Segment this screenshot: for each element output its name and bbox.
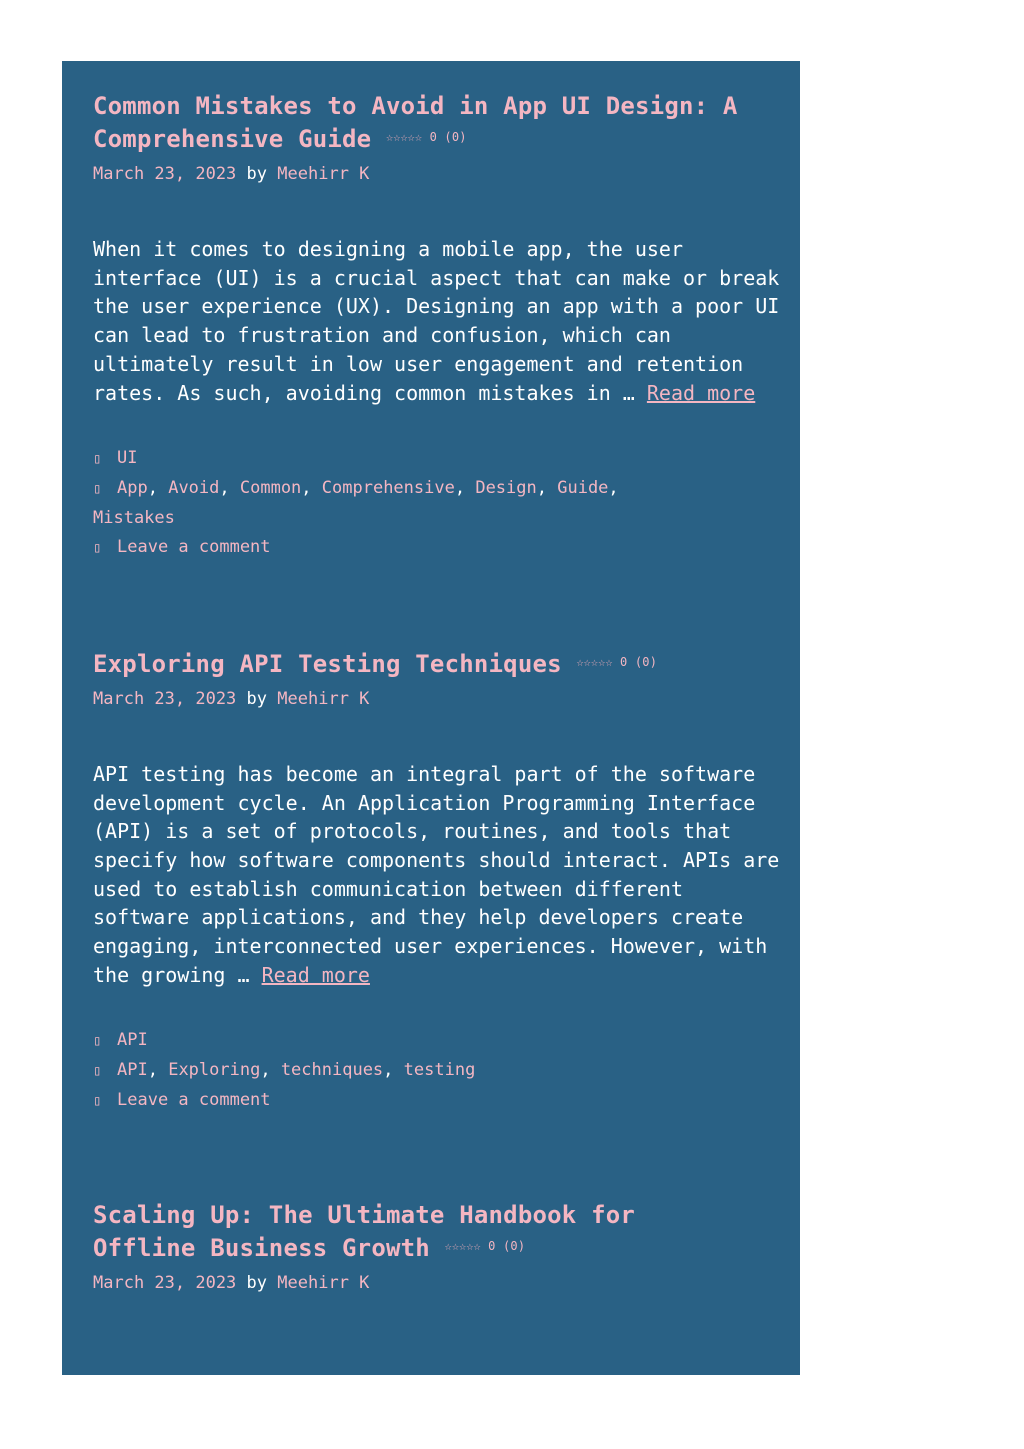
post-excerpt: [93, 235, 781, 407]
post-footer: [93, 1026, 783, 1116]
folder-icon: ▯: [93, 1033, 102, 1050]
post-comments: [93, 1086, 783, 1116]
tag-link[interactable]: Avoid: [168, 478, 220, 499]
excerpt-text: API testing has become an integral part of the software development cycle. An Application Programming Interface (API) is a set of protocols, routines, and tools that specify how software components should interact. APIs are used to establish communication between different software applications, and they help developers create engaging, interconnected user experiences. However, with the growing …: [93, 761, 780, 987]
post-categories: [93, 444, 783, 474]
star-rating[interactable]: [576, 655, 657, 669]
category-link[interactable]: UI: [117, 448, 138, 469]
post-title: [93, 647, 783, 680]
tag-link[interactable]: Comprehensive: [321, 478, 455, 499]
post-meta: [93, 688, 783, 710]
byline-label: by: [246, 688, 268, 709]
rating-count: 0 (0): [488, 1239, 526, 1254]
post-tags: ▯ App, Avoid, Common, Comprehensive, Design, Guide, Mistakes: [93, 474, 783, 533]
tag-icon: ▯: [93, 481, 102, 498]
star-icons[interactable]: ☆☆☆☆☆: [576, 654, 613, 669]
byline-label: by: [246, 164, 268, 184]
posts-panel: [62, 61, 800, 1375]
post-card: [93, 1200, 783, 1294]
read-more-link[interactable]: Read more: [646, 380, 756, 405]
tag-link[interactable]: Guide: [557, 478, 609, 499]
tag-link[interactable]: Design: [475, 478, 537, 499]
comment-icon: ▯: [93, 1093, 102, 1110]
byline-label: by: [246, 1273, 268, 1294]
tag-link[interactable]: App: [117, 478, 148, 499]
tag-icon: ▯: [93, 1063, 102, 1080]
rating-count: 0 (0): [620, 654, 658, 669]
category-link[interactable]: API: [117, 1030, 148, 1051]
post-meta: [93, 1272, 783, 1294]
tag-link[interactable]: Exploring: [168, 1060, 261, 1081]
author-link[interactable]: Meehirr K: [277, 164, 370, 184]
comment-icon: ▯: [93, 539, 102, 556]
tag-link[interactable]: techniques: [280, 1060, 384, 1081]
post-categories: [93, 1026, 783, 1056]
rating-count: 0 (0): [429, 130, 467, 144]
leave-comment-link[interactable]: Leave a comment: [117, 1090, 271, 1111]
post-title-link[interactable]: Exploring API Testing Techniques: [93, 649, 562, 678]
post-title: [93, 91, 783, 155]
post-card: [93, 647, 783, 1116]
post-card: [93, 91, 783, 563]
folder-icon: ▯: [93, 451, 102, 468]
star-rating[interactable]: [445, 1239, 526, 1253]
author-link[interactable]: Meehirr K: [277, 688, 370, 709]
tag-link[interactable]: Common: [239, 478, 302, 499]
post-title-link[interactable]: Scaling Up: The Ultimate Handbook for Offline Business Growth: [93, 1201, 636, 1263]
star-icons[interactable]: ☆☆☆☆☆: [444, 1239, 481, 1254]
tag-link[interactable]: API: [117, 1060, 148, 1081]
read-more-link[interactable]: Read more: [261, 962, 370, 987]
post-title-link[interactable]: Common Mistakes to Avoid in App UI Design: A Comprehensive Guide: [93, 92, 738, 153]
excerpt-text: When it comes to designing a mobile app, the user interface (UI) is a crucial aspect that can make or break the user experience (UX). Designing an app with a poor UI can lead to frustration and confusion, which can ultimately result in low user engagement and retention rates. As such, avoiding common mistakes in …: [93, 237, 780, 405]
post-comments: [93, 533, 783, 563]
post-tags: ▯ API, Exploring, techniques, testing: [93, 1056, 783, 1086]
tag-link[interactable]: Mistakes: [93, 508, 175, 529]
star-rating[interactable]: [386, 130, 467, 144]
post-footer: [93, 444, 783, 563]
post-title: [93, 1200, 693, 1264]
tag-link[interactable]: testing: [403, 1060, 476, 1081]
post-date-link[interactable]: March 23, 2023: [93, 164, 237, 184]
author-link[interactable]: Meehirr K: [277, 1273, 370, 1294]
post-meta: [93, 163, 783, 185]
post-excerpt: [93, 760, 781, 990]
post-date-link[interactable]: March 23, 2023: [93, 1273, 237, 1294]
star-icons[interactable]: ☆☆☆☆☆: [386, 130, 423, 144]
post-date-link[interactable]: March 23, 2023: [93, 688, 237, 709]
leave-comment-link[interactable]: Leave a comment: [117, 536, 271, 557]
